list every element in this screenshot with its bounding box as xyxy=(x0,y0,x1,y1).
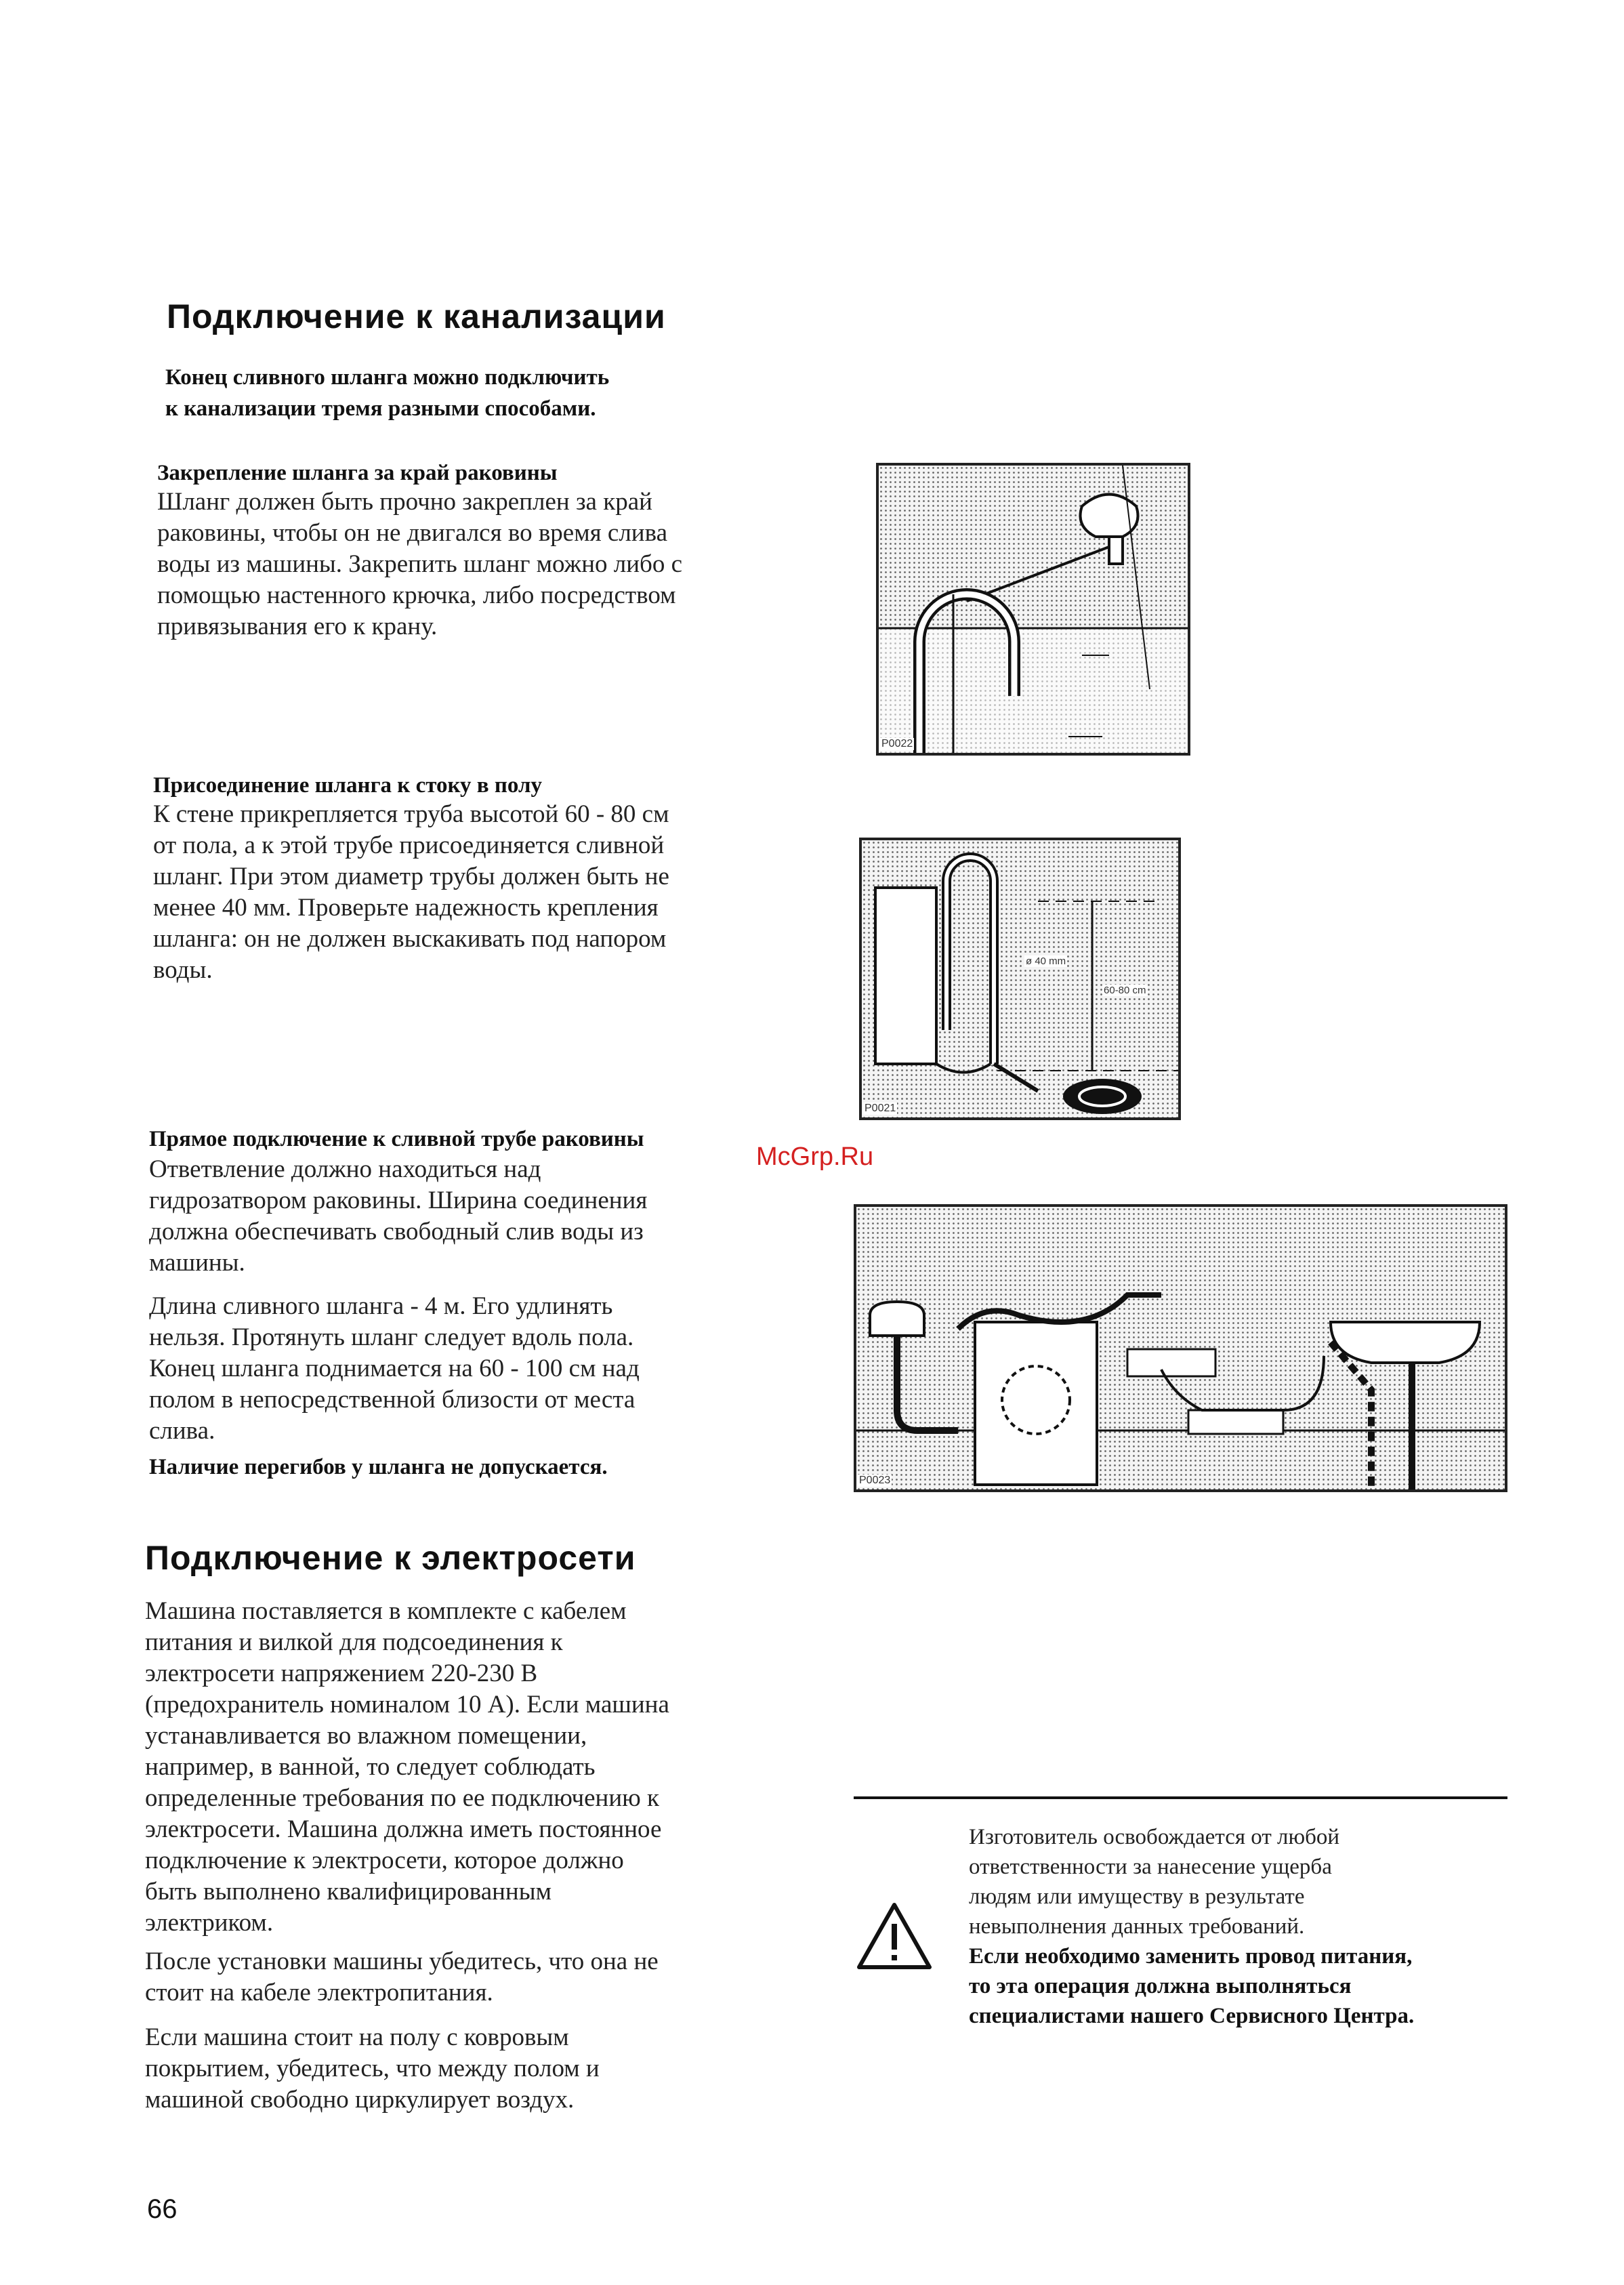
figure-sink-edge xyxy=(876,463,1190,756)
text-line: шланга: он не должен выскакивать под напором xyxy=(153,925,667,953)
text-line: машины. xyxy=(149,1249,245,1277)
text-line: воды из машины. Закрепить шланг можно либо с xyxy=(157,550,683,578)
section-title-sewer: Подключение к канализации xyxy=(167,297,666,335)
no-kinks-note: Наличие перегибов у шланга не допускается. xyxy=(149,1455,608,1479)
text-line: то эта операция должна выполняться xyxy=(969,1974,1352,1998)
text-line: от пола, а к этой трубе присоединяется сливной xyxy=(153,831,665,859)
method-title-sink-pipe: Прямое подключение к сливной трубе раковины xyxy=(149,1127,644,1151)
text-line: Машина поставляется в комплекте с кабелем xyxy=(145,1597,627,1625)
text-line: например, в ванной, то следует соблюдать xyxy=(145,1753,596,1781)
watermark: McGrp.Ru xyxy=(756,1142,874,1171)
text-line: (предохранитель номиналом 10 А). Если машина xyxy=(145,1691,669,1718)
text-line: людям или имуществу в результате xyxy=(969,1885,1305,1909)
text-line: полом в непосредственной близости от места xyxy=(149,1386,636,1414)
intro-line: к канализации тремя разными способами. xyxy=(165,396,596,421)
text-line: После установки машины убедитесь, что она не xyxy=(145,1948,659,1975)
text-line: должна обеспечивать свободный слив воды из xyxy=(149,1218,644,1246)
sink-pipe-illustration xyxy=(856,1207,1505,1489)
text-line: машиной свободно циркулирует воздух. xyxy=(145,2086,575,2114)
text-line: Шланг должен быть прочно закреплен за край xyxy=(157,488,652,516)
method-title-sink-edge: Закрепление шланга за край раковины xyxy=(157,461,558,485)
text-line: гидрозатвором раковины. Ширина соединения xyxy=(149,1187,648,1214)
text-line: Если необходимо заменить провод питания, xyxy=(969,1944,1413,1969)
method-text-sink-edge xyxy=(157,487,682,642)
text-line: специалистами нашего Сервисного Центра. xyxy=(969,2004,1415,2028)
text-line: устанавливается во влажном помещении, xyxy=(145,1722,587,1750)
text-line: питания и вилкой для подсоединения к xyxy=(145,1628,563,1656)
text-line: Ответвление должно находиться над xyxy=(149,1155,541,1183)
text-line: слива. xyxy=(149,1417,215,1445)
method-text-sink-pipe xyxy=(149,1154,647,1279)
text-line: быть выполнено квалифицированным xyxy=(145,1878,551,1906)
text-line: ответственности за нанесение ущерба xyxy=(969,1855,1332,1879)
text-line: электросети. Машина должна иметь постоянное xyxy=(145,1815,662,1843)
method-text-floor-drain xyxy=(153,799,669,986)
section-title-electric: Подключение к электросети xyxy=(145,1539,636,1577)
figure-code: P0023 xyxy=(859,1475,891,1486)
method-title-floor-drain: Присоединение шланга к стоку в полу xyxy=(153,773,542,798)
figure-floor-drain xyxy=(859,838,1181,1120)
text-line: определенные требования по ее подключению к xyxy=(145,1784,660,1812)
text-line: нельзя. Протянуть шланг следует вдоль пола. xyxy=(149,1323,634,1351)
text-line: Если машина стоит на полу с ковровым xyxy=(145,2023,569,2051)
sewer-intro xyxy=(165,362,609,424)
text-line: Длина сливного шланга - 4 м. Его удлинять xyxy=(149,1292,613,1320)
text-line: шланг. При этом диаметр трубы должен быть не xyxy=(153,863,669,890)
intro-line: Конец сливного шланга можно подключить xyxy=(165,365,610,390)
figure-code: P0022 xyxy=(881,738,913,749)
text-line: стоит на кабеле электропитания. xyxy=(145,1979,493,2006)
warning-rule xyxy=(854,1796,1507,1799)
page-number: 66 xyxy=(147,2194,178,2224)
text-line: покрытием, убедитесь, что между полом и xyxy=(145,2055,600,2082)
figure-code: P0021 xyxy=(865,1103,896,1114)
floor-drain-illustration xyxy=(862,840,1178,1117)
text-line: менее 40 мм. Проверьте надежность крепления xyxy=(153,894,659,922)
text-line: Конец шланга поднимается на 60 - 100 см над xyxy=(149,1355,640,1382)
text-line: помощью настенного крючка, либо посредством xyxy=(157,581,676,609)
text-line: раковины, чтобы он не двигался во время слива xyxy=(157,519,668,547)
warning-icon xyxy=(855,1901,934,1971)
text-line: Изготовитель освобождается от любой xyxy=(969,1825,1340,1849)
diameter-label: ø 40 mm xyxy=(1026,955,1066,967)
text-line: К стене прикрепляется труба высотой 60 - 80 см xyxy=(153,800,669,828)
text-line: привязывания его к крану. xyxy=(157,613,438,640)
sink-edge-illustration xyxy=(879,466,1188,753)
text-line: подключение к электросети, которое должно xyxy=(145,1847,624,1874)
electric-paragraph-1 xyxy=(145,1596,669,1939)
electric-paragraph-2 xyxy=(145,1946,659,2009)
text-line: электросети напряжением 220-230 В xyxy=(145,1660,538,1687)
warning-text xyxy=(969,1822,1414,2031)
height-label: 60-80 cm xyxy=(1104,985,1146,996)
method-text-sink-pipe-2 xyxy=(149,1291,640,1447)
figure-sink-pipe xyxy=(854,1204,1507,1492)
text-line: воды. xyxy=(153,956,213,984)
text-line: электриком. xyxy=(145,1909,274,1937)
text-line: невыполнения данных требований. xyxy=(969,1914,1305,1939)
electric-paragraph-3 xyxy=(145,2022,600,2116)
